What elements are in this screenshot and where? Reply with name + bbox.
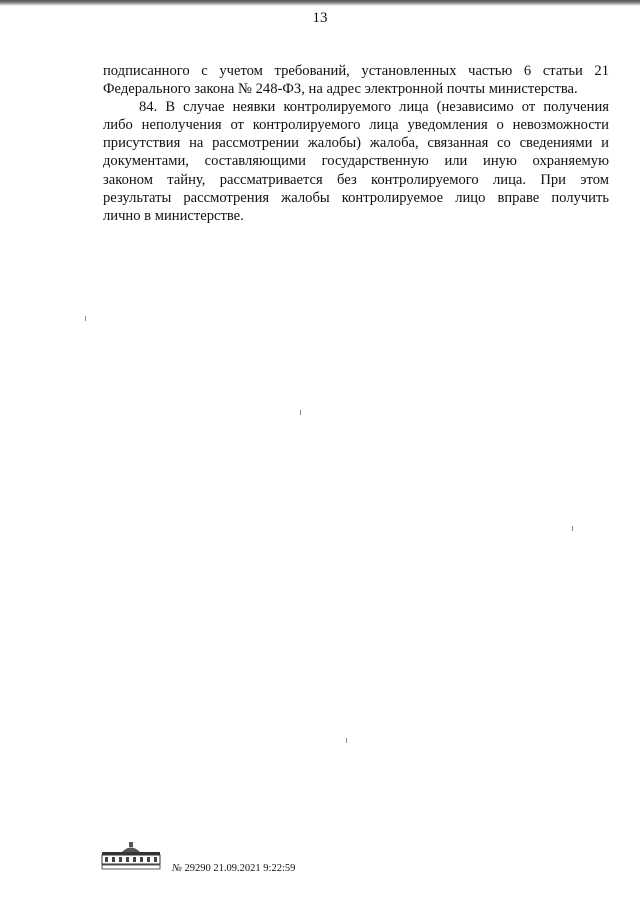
scan-speck [85,316,86,321]
number-mark: № [172,863,182,874]
text-line: подписанного с учетом требований, установленных частью 6 статьи 21 [103,63,609,79]
scan-edge [0,0,640,6]
text-line: 84. В случае неявки контролируемого лица (независимо от получения [139,99,609,116]
registration-footer [100,840,296,874]
text-line: документами, составляющими государственную или иную охраняемую [103,153,609,170]
registration-stamp [172,863,295,874]
text-line: Федерального закона № 248-ФЗ, на адрес электронной почты министерства. [103,81,578,98]
text-line: результаты рассмотрения жалобы контролируемое лицо вправе получить [103,189,609,206]
text-line: законом тайну, рассматривается без контролируемого лица. При этом [103,171,609,188]
scan-speck [300,410,301,415]
scan-speck [572,526,573,531]
document-body [103,62,609,225]
page-number: 13 [312,10,328,26]
registration-number-date: 29290 21.09.2021 9:22:59 [184,863,296,874]
text-line: присутствия на рассмотрении жалобы) жалоба, связанная со сведениями и [103,135,609,152]
text-line: лично в министерстве. [103,207,244,224]
scan-speck [346,738,347,743]
government-building-logo [100,840,162,870]
text-line: либо неполучения от контролируемого лица уведомления о невозможности [103,117,609,134]
